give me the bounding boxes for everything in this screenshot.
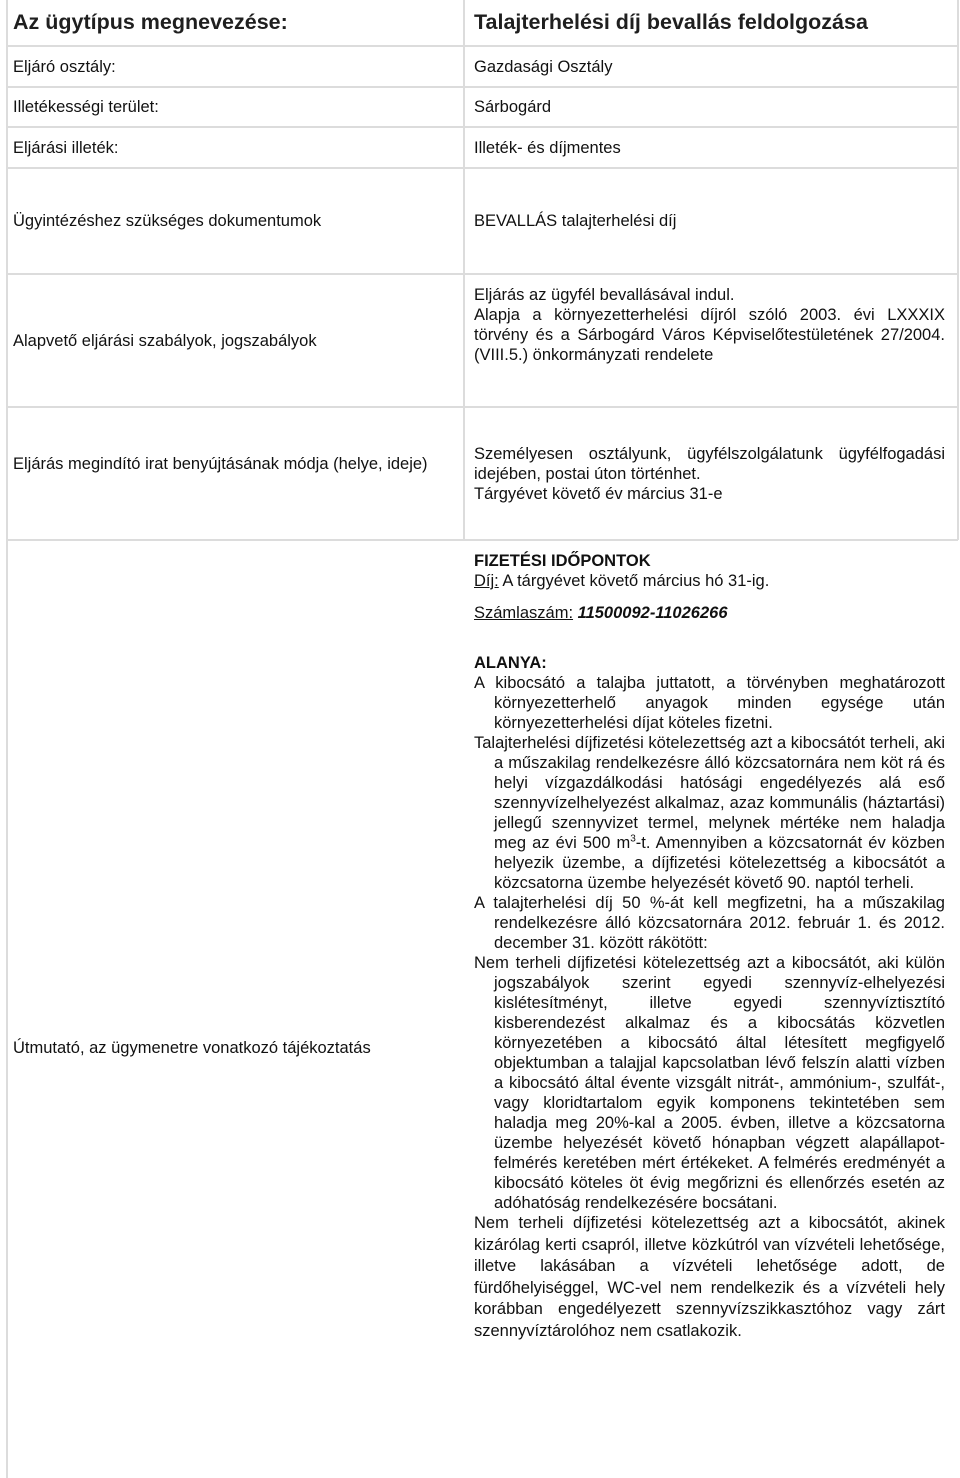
procedure-fee-value: Illeték- és díjmentes (474, 139, 621, 157)
submission-value (474, 444, 945, 504)
jurisdiction-label: Illetékességi terület: (13, 98, 159, 116)
rules-line-2: Alapja a környezetterhelési díjról szóló 2003. évi LXXXIX törvény és a Sárbogárd Város Képviselőtestületének 27/2004.(VIII.5.) önkormányzati rendelete (474, 306, 945, 364)
rules-value (474, 285, 945, 365)
submission-label: Eljárás megindító irat benyújtásának módja (helye, ideje) (13, 455, 428, 473)
rules-label: Alapvető eljárási szabályok, jogszabályok (13, 332, 317, 350)
paragraph-2 (474, 733, 945, 893)
submission-line-2: Tárgyévet követő év március 31-e (474, 485, 723, 503)
paragraph-2-part-2: -t. Amennyiben a közcsatornát év közben helyezik üzembe, a díjfizetési kötelezettség a kibocsátót a közcsatorna üzembe helyezését követő 90. naptól terheli. (494, 834, 945, 892)
account-label: Számlaszám: (474, 604, 574, 622)
rules-line-1: Eljárás az ügyfél bevallásával indul. (474, 286, 735, 304)
paragraph-4: Nem terheli díjfizetési kötelezettség azt a kibocsátót, aki külön jogszabályok szerint egyedi szennyvíz-elhelyezési kislétesítményt, illetve egyedi szennyvíztisztító kisberendezést alkalmaz és a kibocsátás közvetlen környezetében a kibocsátó által létesített megfigyelő objektumban a talajjal kapcsolatban lévő felszín alatti vízben a kibocsátó által évente vizsgált nitrát-, ammónium-, szulfát-, vagy kloridtartalom egyik komponens tekintetében sem haladja meg 20%-kal a 2005. évben, illetve a közcsatorna üzembe helyezését követő hónapban végzett alapállapot-felmérés keretében mért értékeket. A felmérés eredményét a kibocsátó köteles öt évig megőrizni és ellenőrzés esetén az adóhatóság rendelkezésére bocsátani. (474, 954, 945, 1212)
row-divider (6, 45, 958, 47)
fee-deadline (474, 571, 945, 591)
department-label: Eljáró osztály: (13, 58, 116, 76)
account-number: 11500092-11026266 (577, 604, 728, 622)
paragraph-2-part-1: Talajterhelési díjfizetési kötelezettség azt a kibocsátót terheli, aki a műszakilag rendelkezésre álló közcsatornára nem köt rá és helyi vízgazdálkodási hatósági engedélyezés alá eső szennyvízelhelyezést alkalmaz, azaz kommunális (háztartási) jellegű szennyvizet termel, melynek mértéke nem haladja meg az évi 500 m (474, 734, 945, 852)
paragraph-2-superscript: 3 (630, 833, 636, 845)
submission-line-1: Személyesen osztályunk, ügyfélszolgálatunk ügyfélfogadási idejében, postai úton történhet. (474, 445, 945, 483)
right-border (957, 0, 959, 540)
paragraph-1: A kibocsátó a talajba juttatott, a törvényben meghatározott környezetterhelő anyagok minden egysége után környezetterhelési díjat köteles fizetni. (474, 674, 945, 732)
doc-type-title: Talajterhelési díj bevallás feldolgozása (474, 10, 868, 34)
paragraph-5: Nem terheli díjfizetési kötelezettség azt a kibocsátót, akinek kizárólag kerti csapról, illetve közkútról van vízvételi lehetősége, illetve lakásában a vízvételi lehetősége adott, de fürdőhelyiséggel, WC-vel nem rendelkezik és a vízvételi hely korábban engedélyezett szennyvízszikkasztóhoz vagy zárt szennyvíztárolóhoz nem csatlakozik. (474, 1214, 945, 1340)
row-divider (6, 86, 958, 88)
required-documents-label: Ügyintézéshez szükséges dokumentumok (13, 212, 322, 230)
guide-label: Útmutató, az ügymenetre vonatkozó tájékoztatás (13, 1039, 371, 1057)
account-line (474, 603, 945, 623)
subject-title: ALANYA: (474, 654, 547, 672)
guide-content (474, 551, 945, 1342)
row-divider (6, 167, 958, 169)
payment-dates-title: FIZETÉSI IDŐPONTOK (474, 552, 651, 570)
department-value: Gazdasági Osztály (474, 58, 613, 76)
row-divider (6, 539, 958, 541)
fee-text: A tárgyévet követő március hó 31-ig. (498, 572, 770, 590)
row-divider (6, 126, 958, 128)
column-divider (463, 0, 465, 540)
row-divider (6, 406, 958, 408)
row-divider (6, 273, 958, 275)
fee-label: Díj: (474, 572, 499, 590)
required-documents-value: BEVALLÁS talajterhelési díj (474, 212, 677, 230)
left-border (6, 0, 8, 1478)
doc-type-label: Az ügytípus megnevezése: (13, 10, 288, 34)
procedure-fee-label: Eljárási illeték: (13, 139, 119, 157)
jurisdiction-value: Sárbogárd (474, 98, 552, 116)
paragraph-3: A talajterhelési díj 50 %-át kell megfizetni, ha a műszakilag rendelkezésre álló közcsatornára 2012. február 1. és 2012. december 31. között rákötött: (474, 894, 945, 952)
